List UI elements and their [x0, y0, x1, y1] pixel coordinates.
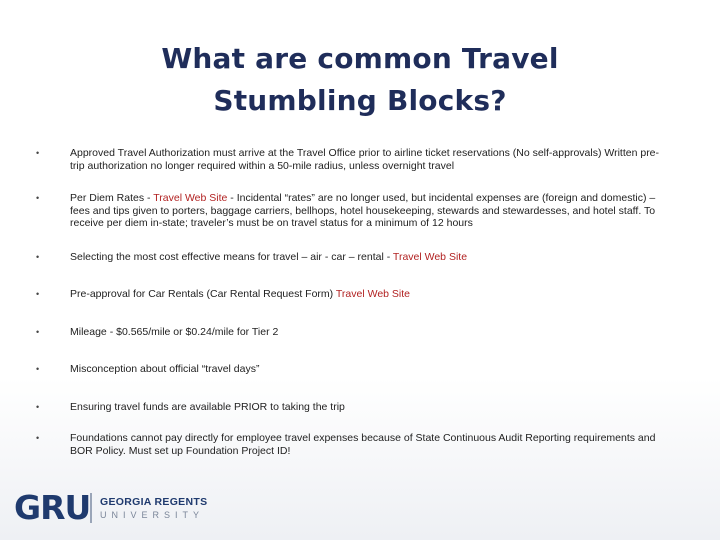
list-item [36, 326, 666, 339]
list-item [36, 432, 666, 457]
bullet-dot-icon: • [36, 401, 40, 412]
list-item [36, 147, 666, 172]
list-item [36, 288, 666, 301]
bullet-text: Selecting the most cost effective means for travel – air - car – rental - [70, 250, 393, 263]
list-item [36, 192, 666, 230]
bullet-dot-icon: • [36, 433, 40, 443]
bullet-text: Mileage - $0.565/mile or $0.24/mile for Tier 2 [70, 325, 279, 338]
bullet-text: Pre-approval for Car Rentals (Car Rental Request Form) [70, 288, 336, 300]
bullet-text: Misconception about official “travel days” [70, 363, 260, 375]
logo-mark: GRU [14, 488, 91, 527]
bullet-dot-icon: • [36, 289, 40, 299]
bullet-text: Foundations cannot pay directly for employee travel expenses because of State Continuous Audit Reporting requirements and BOR Policy. Must set up Foundation Project ID! [70, 432, 656, 457]
bullet-text: - Incidental “rates” are no longer used, but incidental expenses are (foreign and domestic) – fees and tips given to porters, baggage carriers, bellhops, hotel housekeeping, stewards and stewardesses, and hotel staff. To receive per diem in-state; traveler’s must be on travel status for a minimum of 12 hours [70, 192, 656, 229]
bullet-dot-icon: • [36, 148, 40, 158]
list-item [36, 251, 666, 264]
bullet-dot-icon: • [36, 364, 40, 374]
bullet-dot-icon: • [36, 193, 40, 203]
travel-web-site-link[interactable]: Travel Web Site [153, 192, 228, 204]
logo-line-2: UNIVERSITY [100, 510, 205, 520]
list-item [36, 363, 666, 376]
travel-web-site-link[interactable]: Travel Web Site [392, 250, 468, 263]
slide-title-line-2: Stumbling Blocks? [213, 84, 507, 117]
list-item [36, 401, 666, 414]
logo-divider [90, 493, 92, 523]
logo-line-1: GEORGIA REGENTS [100, 496, 208, 508]
travel-web-site-link[interactable]: Travel Web Site [335, 288, 411, 300]
bullet-dot-icon: • [36, 251, 40, 262]
bullet-text: Per Diem Rates - [70, 192, 154, 204]
bullet-text: Ensuring travel funds are available PRIOR to taking the trip [70, 400, 345, 413]
bullet-list [36, 147, 666, 457]
bullet-dot-icon: • [36, 326, 40, 337]
bullet-text: Approved Travel Authorization must arrive at the Travel Office prior to airline ticket reservations (No self-approvals) Written pre-trip authorization no longer required within a 50-mile radius, unless overnight travel [70, 147, 660, 172]
slide-title-line-1: What are common Travel [161, 42, 559, 75]
slide-title [90, 38, 630, 122]
